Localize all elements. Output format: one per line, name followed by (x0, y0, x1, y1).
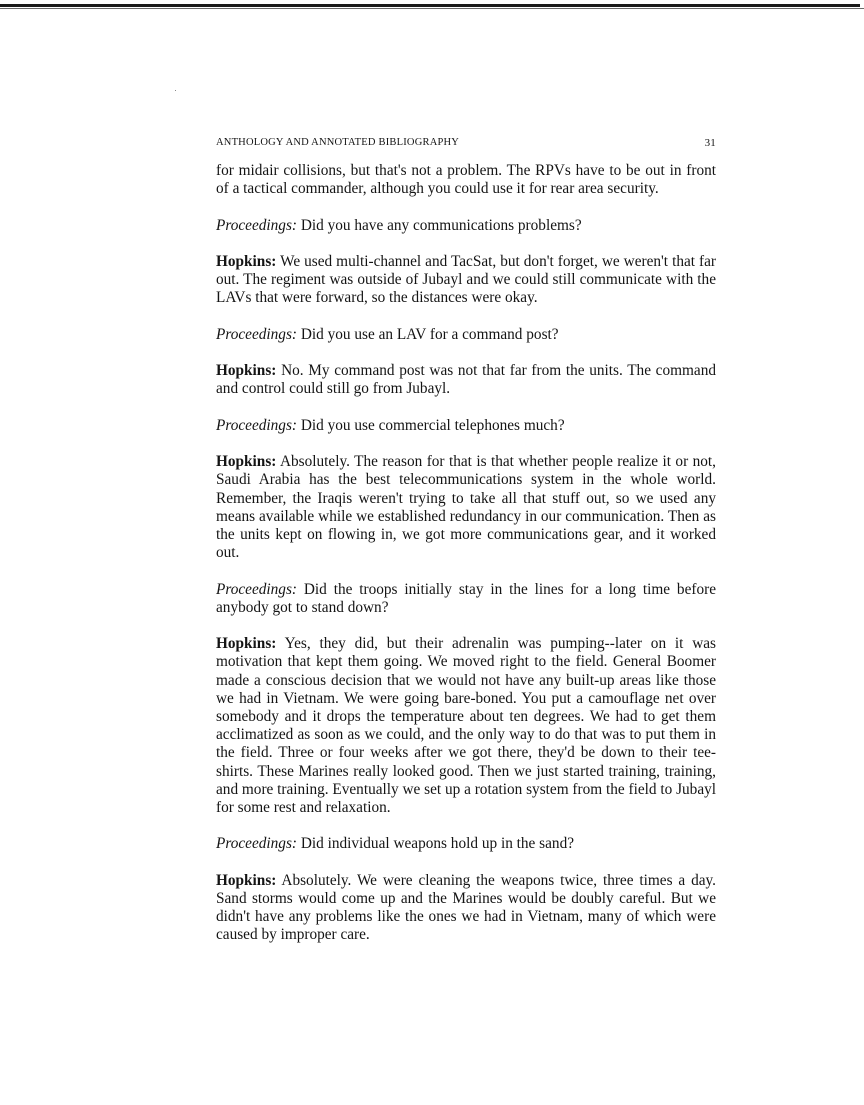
page-body (216, 162, 716, 963)
paragraph-question (216, 835, 716, 853)
page-number: 31 (704, 137, 716, 149)
scan-top-edge-thin (0, 8, 864, 9)
paragraph-answer (216, 253, 716, 308)
paragraph-question (216, 417, 716, 435)
scan-speck (175, 90, 176, 91)
speaker-label: Hopkins: (216, 252, 277, 270)
speaker-label: Hopkins: (216, 362, 277, 380)
speaker-label: Proceedings: (216, 325, 297, 343)
speaker-label: Hopkins: (216, 453, 277, 471)
paragraph-answer (216, 453, 716, 562)
paragraph-text: Did individual weapons hold up in the sand? (297, 835, 575, 853)
paragraph-text: Absolutely. We were cleaning the weapons twice, three times a day. Sand storms would come up and the Marines would be doubly careful. But we didn't have any problems like the ones we had in Vietnam, many of which were caused by improper care. (216, 871, 716, 944)
paragraph-text: Did you use commercial telephones much? (297, 416, 565, 434)
speaker-label: Proceedings: (216, 580, 297, 598)
speaker-label: Proceedings: (216, 835, 297, 853)
running-header (216, 137, 716, 149)
scan-top-edge (0, 4, 860, 7)
paragraph-text: Absolutely. The reason for that is that whether people realize it or not, Saudi Arabia has the best telecommunications system in the whole world. Remember, the Iraqis weren't trying to take all that stuff out, so we used any means available while we established redundancy in our communication. Then as the units kept on flowing in, we got more communications gear, and it worked out. (216, 453, 716, 562)
speaker-label: Hopkins: (216, 635, 277, 653)
paragraph-question (216, 581, 716, 617)
paragraph-answer (216, 635, 716, 817)
paragraph-text: Did the troops initially stay in the lines for a long time before anybody got to stand down? (216, 580, 716, 616)
paragraph-continuation (216, 162, 716, 198)
paragraph-answer (216, 872, 716, 945)
paragraph-text: for midair collisions, but that's not a problem. The RPVs have to be out in front of a tactical commander, although you could use it for rear area security. (216, 162, 716, 198)
paragraph-text: Yes, they did, but their adrenalin was pumping--later on it was motivation that kept them going. We moved right to the field. General Boomer made a conscious decision that we would not have any built-up areas like those we had in Vietnam. We were going bare-boned. You put a camouflage net over somebody and it drops the temperature about ten degrees. We had to get them acclimatized as soon as we could, and the only way to do that was to put them in the field. Three or four weeks after we got there, they'd be down to their tee-shirts. These Marines really looked good. Then we just started training, training, and more training. Eventually we set up a rotation system from the field to Jubayl for some rest and relaxation. (216, 635, 717, 816)
paragraph-text: Did you use an LAV for a command post? (297, 325, 559, 343)
paragraph-text: No. My command post was not that far from the units. The command and control could still go from Jubayl. (216, 362, 716, 398)
paragraph-question (216, 326, 716, 344)
speaker-label: Proceedings: (216, 416, 297, 434)
paragraph-text: We used multi-channel and TacSat, but don't forget, we weren't that far out. The regiment was outside of Jubayl and we could still communicate with the LAVs that were forward, so the distances were okay. (216, 252, 716, 307)
speaker-label: Hopkins: (216, 871, 277, 889)
running-title: ANTHOLOGY AND ANNOTATED BIBLIOGRAPHY (216, 137, 460, 148)
paragraph-answer (216, 362, 716, 398)
paragraph-text: Did you have any communications problems? (297, 216, 582, 234)
speaker-label: Proceedings: (216, 216, 297, 234)
paragraph-question (216, 217, 716, 235)
